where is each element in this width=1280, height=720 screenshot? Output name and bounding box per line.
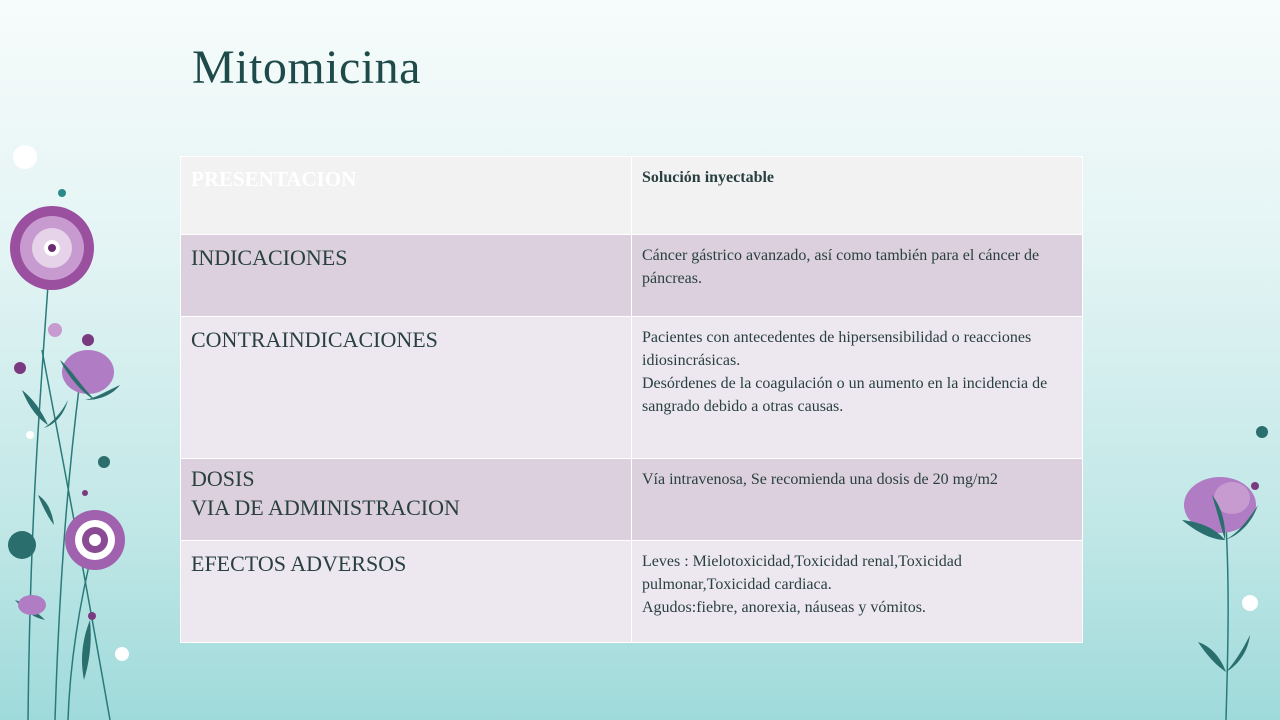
row-value-contraindicaciones <box>632 317 1083 459</box>
table-row <box>181 235 1083 317</box>
table-row <box>181 541 1083 643</box>
value-line: Solución inyectable <box>642 169 775 186</box>
row-label-presentacion: PRESENTACION <box>181 157 632 235</box>
row-value-dosis <box>632 459 1083 541</box>
value-line: Pacientes con antecedentes de hipersensibilidad o reacciones idiosincrásicas. <box>642 329 1032 369</box>
flower-icon <box>65 510 125 570</box>
table-row <box>181 157 1083 235</box>
floral-decoration-right <box>1160 0 1280 720</box>
row-value-presentacion <box>632 157 1083 235</box>
row-value-efectos-adversos <box>632 541 1083 643</box>
label-line: DOSIS <box>191 466 255 491</box>
row-value-indicaciones <box>632 235 1083 317</box>
row-label-contraindicaciones: CONTRAINDICACIONES <box>181 317 632 459</box>
flower-icon <box>10 206 94 290</box>
table-row <box>181 459 1083 541</box>
floral-decoration-left <box>0 0 140 720</box>
slide-title: Mitomicina <box>192 41 421 94</box>
value-line: Leves : Mielotoxicidad,Toxicidad renal,Toxicidad pulmonar,Toxicidad cardiaca. <box>642 553 962 593</box>
row-label-efectos-adversos: EFECTOS ADVERSOS <box>181 541 632 643</box>
row-label-indicaciones: INDICACIONES <box>181 235 632 317</box>
value-line: Agudos:fiebre, anorexia, náuseas y vómitos. <box>642 599 926 616</box>
value-line: Cáncer gástrico avanzado, así como también para el cáncer de páncreas. <box>642 247 1040 287</box>
flower-icon <box>1182 477 1258 540</box>
flower-icon <box>60 350 120 400</box>
drug-info-table <box>180 156 1083 643</box>
label-line: VIA DE ADMINISTRACION <box>191 495 460 520</box>
value-line: Desórdenes de la coagulación o un aumento en la incidencia de sangrado debido a otras causas. <box>642 375 1048 415</box>
table-row <box>181 317 1083 459</box>
value-line: Vía intravenosa, Se recomienda una dosis de 20 mg/m2 <box>642 471 998 488</box>
leaf-icon <box>1198 635 1250 672</box>
row-label-dosis <box>181 459 632 541</box>
